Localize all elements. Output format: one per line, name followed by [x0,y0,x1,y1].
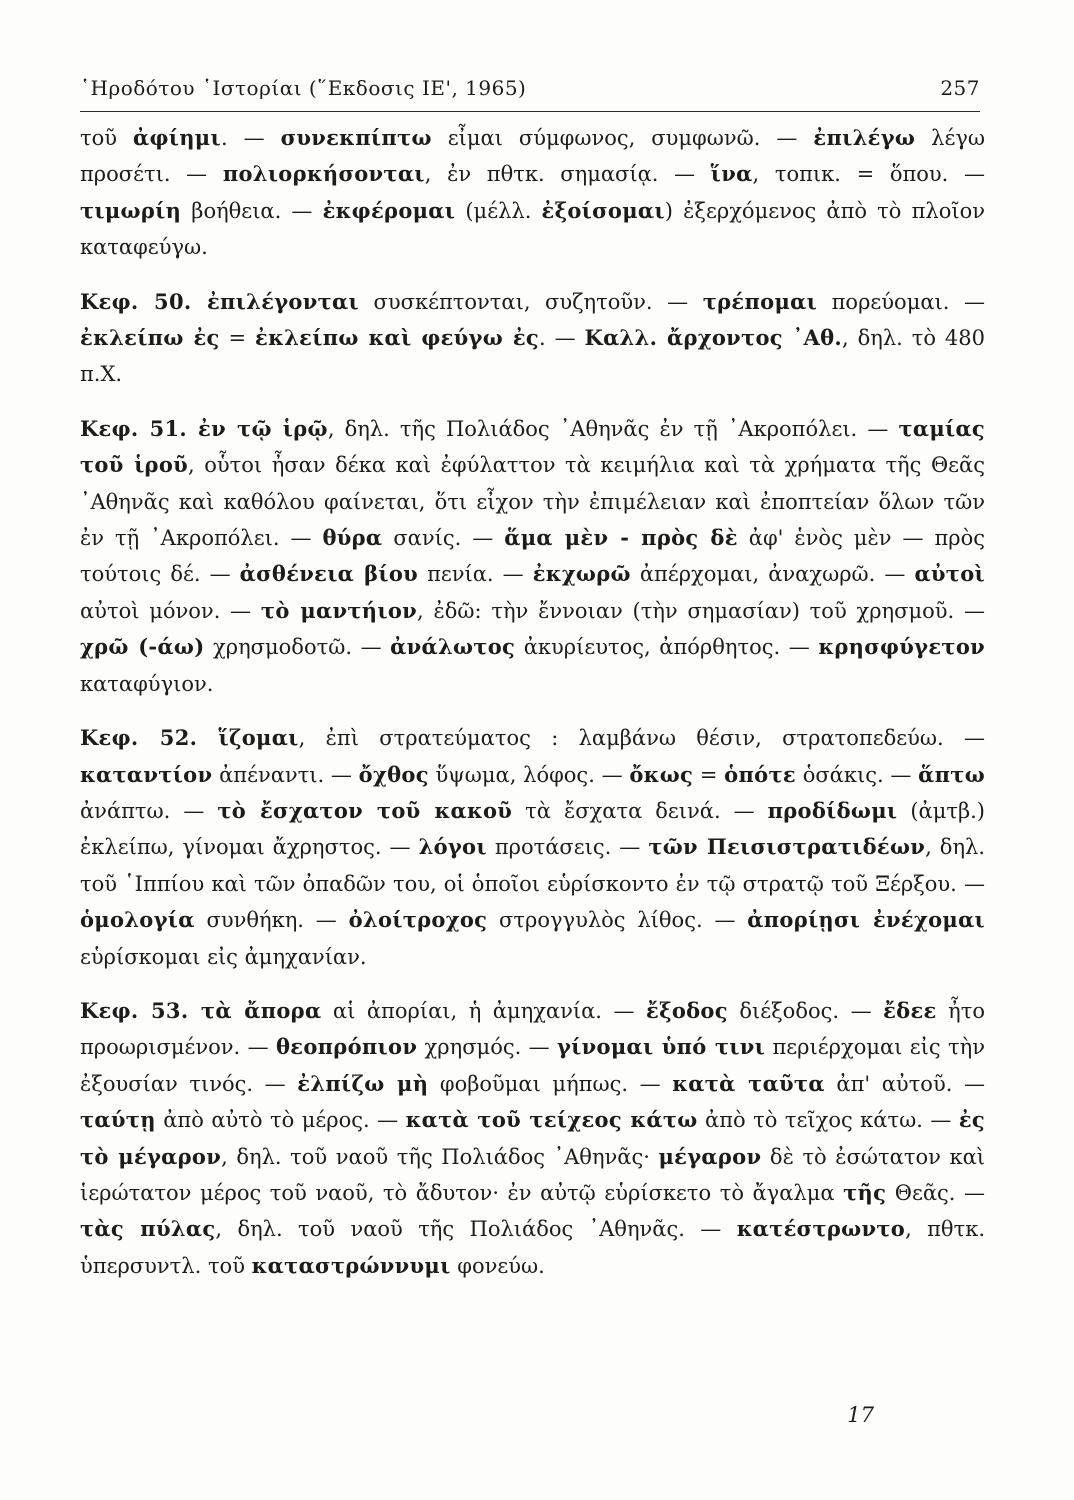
lemma: καταντίον [80,761,213,787]
gloss-text: σανίς. — [382,526,505,551]
lemma: ἐπιλέγονται [206,288,359,314]
gloss-text: χρησμός. — [417,1035,558,1060]
running-head [80,76,980,106]
gloss-text: εὑρίσκομαι εἰς ἀμηχανίαν. [80,944,367,969]
gloss-text: Θεᾶς. — [886,1180,985,1205]
gloss-text: καταφύγιον. [80,671,214,696]
lemma: κατὰ τοῦ τείχεος κάτω [405,1107,698,1133]
lemma: ἀνάλωτος [390,634,516,660]
gloss-text: ὁσάκις. — [795,762,919,787]
gloss-text: , δηλ. τοῦ ῾Ιππίου καὶ τῶν ὀπαδῶν του, οἱ ὁποῖοι εὑρίσκοντο ἐν τῷ στρατῷ τοῦ Ξέρξου. — [80,835,986,896]
lemma: τὰς πύλας [80,1216,216,1242]
gloss-text: εἶμαι σύμφωνος, συμφωνῶ. — [431,126,814,150]
lemma: αὐτοὶ [914,561,985,587]
lemma: ὀλοίτροχος [348,907,488,933]
gloss-text: ἀπέρχομαι, ἀναχωρῶ. — [630,562,915,587]
lemma: ἐλπίζω μὴ [297,1070,429,1096]
gloss-text: συνθήκη. — [194,908,349,933]
gloss-text: ἀπὸ αὐτὸ τὸ μέρος. — [155,1108,406,1133]
lemma: ἐκλείπω ἐς [80,325,220,351]
paragraph [80,284,985,393]
signature-mark: 17 [847,1403,874,1427]
lemma: ἐκχωρῶ [532,561,631,587]
lemma: ἅμα μὲν - πρὸς δὲ [504,525,738,551]
lemma: ἔξοδος [646,997,728,1023]
lemma: ἐς τὸ μέγαρον [80,1107,985,1169]
lemma: ἐκφέρομαι [322,197,456,223]
paragraph [80,120,985,266]
lemma: ἀπορίῃσι ἐνέχομαι [747,907,985,933]
gloss-text: ἦτο προωρισμένον. — [80,998,985,1060]
lemma: Καλλ. ἄρχοντος ᾿Αθ. [584,325,843,351]
gloss-text: , πθτκ. ὑπερσυντλ. τοῦ [80,1217,985,1278]
gloss-text: , οὗτοι ἦσαν δέκα καὶ ἐφύλαττον τὰ κειμήλια καὶ τὰ χρήματα τῆς Θεᾶς ᾿Αθηνᾶς καὶ καθόλου φαίνεται, ὅτι εἶχον τὴν ἐπιμέλειαν καὶ ἐποπτείαν ὅλων τῶν ἐν τῇ ᾿Ακροπόλει. — [80,453,986,551]
lemma: γίνομαι ὑπό τινι [557,1034,766,1060]
gloss-text: αἱ ἀπορίαι, ἡ ἀμηχανία. — [321,998,647,1023]
lemma: κρησφύγετον [818,634,985,660]
gloss-text: πενία. — [418,562,533,587]
gloss-text: τοῦ [80,126,134,150]
lemma: ἐξοίσομαι [541,197,665,223]
gloss-text: . — [220,126,281,150]
gloss-text: ἀπ' αὐτοῦ. — [824,1071,985,1096]
lemma: ἵνα [710,161,753,187]
lemma: μέγαρον [658,1143,762,1169]
gloss-text: = [219,326,256,351]
lemma: Κεφ. 53. [80,997,201,1023]
lemma: κατέστρωντο [736,1216,906,1242]
lemma: Κεφ. 50. [80,288,207,314]
gloss-text: . — [539,326,585,351]
lemma: ὁμολογία [80,907,195,933]
lemma: ὄχθος [358,761,429,787]
lemma: Κεφ. 51. [80,415,199,441]
gloss-text: φονεύω. [450,1253,545,1278]
gloss-text: φοβοῦμαι μήπως. — [428,1071,673,1096]
gloss-text: = [693,762,725,787]
lemma: ἵζομαι [218,725,299,751]
lemma: ἐκλείπω καὶ φεύγω ἐς [255,325,540,351]
commentary-text [80,120,985,1284]
lemma: τὰ ἄπορα [200,997,322,1023]
lemma: τῆς [843,1179,887,1205]
lemma: ἅπτω [918,761,985,787]
lemma: χρῶ (-άω) [80,634,205,660]
gloss-text: διέξοδος. — [727,998,884,1023]
gloss-text: ) ἐξερχόμενος ἀπὸ τὸ πλοῖον καταφεύγω. [80,198,985,260]
lemma: ἀφίημι [133,125,221,150]
paragraph [80,993,985,1284]
gloss-text: , δηλ. τῆς Πολιάδος ᾿Αθηνᾶς ἐν τῇ ᾿Ακροπόλει. — [327,416,899,441]
gloss-text: χρησμοδοτῶ. — [204,635,391,660]
lemma: ἐπιλέγω [813,125,916,150]
gloss-text: ὕψωμα, λόφος. — [428,762,630,787]
gloss-text: , ἐν πθτκ. σημασίᾳ. — [424,162,711,187]
lemma: ὁπότε [724,761,796,787]
gloss-text: , τοπικ. = ὅπου. — [752,162,985,187]
lemma: προδίδωμι [767,797,898,823]
lemma: ἐν τῷ ἱρῷ [198,415,328,441]
gloss-text: συσκέπτονται, συζητοῦν. — [358,289,703,314]
gloss-text: δὲ τὸ ἐσώτατον καὶ ἱερώτατον μέρος τοῦ ναοῦ, τὸ ἄδυτον· ἐν αὐτῷ εὑρίσκετο τὸ ἄγαλμα [80,1144,985,1205]
gloss-text: αὐτοὶ μόνον. — [80,598,261,623]
lemma: ἀσθένεια βίου [239,561,419,587]
gloss-text: τὰ ἔσχατα δεινά. — [512,798,768,823]
lemma: ὄκως [629,761,694,787]
gloss-text: στρογγυλὸς λίθος. — [487,908,748,933]
gloss-text: , δηλ. τὸ 480 π.Χ. [80,326,985,387]
lemma: τὸ ἔσχατον τοῦ κακοῦ [217,797,513,823]
lemma: συνεκπίπτω [280,125,432,150]
lemma: ταμίας τοῦ ἱροῦ [80,415,986,478]
running-head-title: ῾Ηροδότου ῾Ιστορίαι (῞Εκδοσις ΙΕ', 1965) [80,76,527,100]
lemma: θεοπρόπιον [275,1034,418,1060]
lemma: πολιορκήσονται [222,161,425,187]
gloss-text: περιέρχομαι εἰς τὴν ἐξουσίαν τινός. — [80,1035,985,1096]
paragraph [80,411,985,702]
lemma: ἔδεε [883,997,937,1023]
lemma: τὸ μαντήιον [260,597,418,623]
gloss-text: (μέλλ. [455,198,542,223]
gloss-text: (ἀμτβ.) ἐκλείπω, γίνομαι ἄχρηστος. — [80,798,985,860]
lemma: τρέπομαι [702,288,818,314]
gloss-text: βοήθεια. — [181,198,323,223]
gloss-text: , δηλ. τοῦ ναοῦ τῆς Πολιάδος ᾿Αθηνᾶς. — [215,1217,737,1242]
header-rule [80,111,980,112]
gloss-text: ἀκυρίευτος, ἀπόρθητος. — [515,635,819,660]
lemma: τῶν Πεισιστρατιδέων [648,834,926,860]
gloss-text: , ἐπὶ στρατεύματος : λαμβάνω θέσιν, στρατοπεδεύω. — [298,726,985,751]
gloss-text: ἀνάπτω. — [80,798,218,823]
lemma: θύρα [322,525,383,551]
gloss-text: , ἐδῶ: τὴν ἔννοιαν (τὴν σημασίαν) τοῦ χρησμοῦ. — [417,598,985,623]
gloss-text: ἀπέναντι. — [212,762,359,787]
lemma: κατὰ ταῦτα [672,1070,825,1096]
lemma: λόγοι [418,834,487,860]
gloss-text: λέγω προσέτι. — [80,126,985,187]
lemma: τιμωρίη [80,197,182,223]
paragraph [80,720,985,975]
page-number: 257 [940,76,980,100]
gloss-text: , δηλ. τοῦ ναοῦ τῆς Πολιάδος ᾿Αθηνᾶς· [221,1144,659,1169]
gloss-text: πορεύομαι. — [817,289,986,314]
gloss-text: ἀφ' ἑνὸς μὲν — πρὸς τούτοις δέ. — [80,526,985,587]
lemma: Κεφ. 52. [80,725,219,751]
gloss-text: ἀπὸ τὸ τεῖχος κάτω. — [697,1108,959,1133]
lemma: ταύτῃ [80,1107,156,1133]
gloss-text: προτάσεις. — [486,835,649,860]
lemma: καταστρώννυμι [251,1252,451,1278]
